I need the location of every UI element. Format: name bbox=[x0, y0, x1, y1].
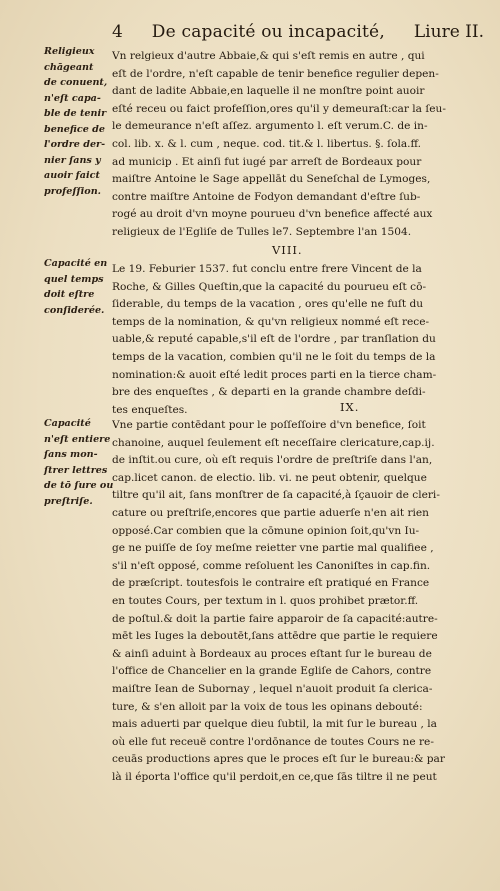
margin-line: de conuent, bbox=[44, 77, 108, 88]
running-header bbox=[112, 22, 484, 42]
text-line: de poſtul.& doit la partie faire apparoir de ſa capacité:autre- bbox=[112, 612, 438, 625]
text-line: eſt de l'ordre, n'eſt capable de tenir benefice regulier depen- bbox=[112, 67, 439, 80]
text-line: ceuās productions apres que le proces eſt ſur le bureau:& par bbox=[112, 753, 445, 766]
text-line: cap.licet canon. de electio. lib. vi. ne peut obtenir, quelque bbox=[112, 471, 427, 484]
margin-note-2 bbox=[44, 256, 116, 318]
margin-line: chāgeant bbox=[44, 61, 94, 73]
text-line: temps de la vacation, combien qu'il ne le ſoit du temps de la bbox=[112, 350, 436, 363]
text-line: rogé au droit d'vn moyne pourueu d'vn benefice affecté aux bbox=[112, 208, 433, 221]
text-line: temps de la nomination, & qu'vn religieux nommé eſt rece- bbox=[112, 315, 430, 328]
text-line: & ainſi aduint à Bordeaux au proces eſtant ſur le bureau de bbox=[112, 647, 432, 660]
text-line: cature ou preſtriſe,encores que partie aduerſe n'en ait rien bbox=[112, 506, 430, 519]
margin-line: benefice de bbox=[44, 123, 105, 135]
text-line: Vn relgieux d'autre Abbaie,& qui s'eſt remis en autre , qui bbox=[112, 50, 425, 62]
paragraph-1 bbox=[112, 48, 488, 242]
margin-line: n'eſt entiere bbox=[44, 433, 111, 445]
margin-line: Capacité bbox=[44, 418, 91, 429]
text-line: Vne partie contēdant pour le poſſeſſoire d'vn benefice, ſoit bbox=[112, 419, 426, 431]
page-number: 4 bbox=[112, 22, 123, 42]
margin-line: profeſſion. bbox=[44, 185, 102, 197]
text-line: mais aduerti par quelque dieu ſubtil, la mit ſur le bureau , la bbox=[112, 718, 437, 731]
text-line: ge ne puiſſe de ſoy meſme reietter vne partie mal qualifiee , bbox=[112, 542, 434, 555]
text-line: s'il n'eſt opposé, comme reſoluent les Canoniſtes in cap.fin. bbox=[112, 559, 431, 572]
margin-line: l'ordre der- bbox=[44, 139, 106, 150]
text-line: où elle fut receuë contre l'ordōnance de toutes Cours ne re- bbox=[112, 735, 434, 748]
margin-line: preſtriſe. bbox=[44, 495, 93, 507]
text-line: ture, & s'en alloit par la voix de tous les opinans debouté: bbox=[112, 700, 423, 713]
margin-note-3 bbox=[44, 416, 116, 509]
text-line: chanoine, auquel ſeulement eſt neceſſaire clericature,cap.ij. bbox=[112, 436, 435, 449]
text-line: dant de ladite Abbaie,en laquelle il ne monſtre point auoir bbox=[112, 85, 425, 98]
margin-line: Religieux bbox=[44, 46, 95, 57]
margin-line: nier ſans y bbox=[44, 154, 101, 166]
margin-line: doit eſtre bbox=[44, 289, 95, 300]
margin-line: ſtrer lettres bbox=[44, 464, 108, 476]
text-line: bre des enqueſtes , & departi en la grande chambre deſdi- bbox=[112, 386, 426, 399]
margin-line: de tō ſure ou bbox=[44, 480, 114, 491]
margin-line: ble de tenir bbox=[44, 108, 107, 119]
text-line: tiltre qu'il ait, ſans monſtrer de ſa capacité,à ſçauoir de cleri- bbox=[112, 489, 440, 502]
text-line: ſiderable, du temps de la vacation , ores qu'elle ne fuſt du bbox=[112, 298, 424, 311]
text-line: Le 19. Feburier 1537. fut conclu entre frere Vincent de la bbox=[112, 263, 422, 275]
text-line: religieux de l'Egliſe de Tulles le7. Septembre l'an 1504. bbox=[112, 225, 412, 238]
margin-line: ſans mon- bbox=[44, 449, 98, 460]
text-line: maiſtre Antoine le Sage appellāt du Seneſchal de Lymoges, bbox=[112, 173, 431, 186]
margin-line: quel temps bbox=[44, 273, 104, 285]
text-line: opposé.Car combien que la cōmune opinion ſoit,qu'vn Iu- bbox=[112, 524, 420, 537]
text-line: de inſtit.ou cure, où eſt requis l'ordre de preſtriſe dans l'an, bbox=[112, 454, 433, 467]
book-label: Liure II. bbox=[413, 22, 484, 42]
text-line: col. lib. x. & l. cum , neque. cod. tit.& l. libertus. §. ſola.ff. bbox=[112, 137, 422, 150]
text-line: contre maiſtre Antoine de Fodyon demandant d'eſtre ſub- bbox=[112, 190, 421, 203]
text-line: en toutes Cours, per textum in l. quos prohibet prætor.ff. bbox=[112, 594, 419, 607]
text-line: tes enqueſtes. bbox=[112, 403, 188, 416]
text-line: uable,& reputé capable,s'il eſt de l'ordre , par tranſlation du bbox=[112, 333, 436, 346]
text-line: nomination:& auoit eſté ledit proces parti en la tierce cham- bbox=[112, 368, 437, 381]
paragraph-ix bbox=[112, 417, 488, 786]
margin-line: n'eſt capa- bbox=[44, 92, 101, 104]
text-line: là il éporta l'office qu'il perdoit,en ce,que ſās tiltre il ne peut bbox=[112, 770, 437, 783]
text-line: maiſtre Iean de Subornay , lequel n'auoit produit ſa clerica- bbox=[112, 682, 433, 695]
text-line: eſté receu ou faict profeſſion,ores qu'il y demeuraſt:car la ſeu- bbox=[112, 102, 446, 115]
text-line: ad municip . Et ainſi fut iugé par arreſt de Bordeaux pour bbox=[112, 155, 422, 168]
margin-note-1 bbox=[44, 44, 116, 199]
text-line: mēt les Iuges la deboutēt,ſans attēdre que partie le requiere bbox=[112, 630, 438, 643]
running-title: De capacité ou incapacité, bbox=[151, 22, 385, 42]
text-line: le demeurance n'eſt aſſez. argumento l. eſt verum.C. de in- bbox=[112, 120, 428, 133]
section-number-viii: VIII. bbox=[272, 243, 303, 257]
text-line: Roche, & Gilles Queſtin,que la capacité du pourueu eſt cō- bbox=[112, 280, 427, 293]
paragraph-viii bbox=[112, 261, 488, 419]
margin-line: auoir faict bbox=[44, 170, 100, 181]
margin-line: conſiderée. bbox=[44, 304, 105, 316]
margin-line: Capacité en bbox=[44, 258, 108, 269]
text-line: de præſcript. toutesfois le contraire eſt pratiqué en France bbox=[112, 577, 430, 590]
section-number-ix: IX. bbox=[340, 400, 360, 414]
text-line: l'office de Chancelier en la grande Egliſe de Cahors, contre bbox=[112, 665, 432, 678]
